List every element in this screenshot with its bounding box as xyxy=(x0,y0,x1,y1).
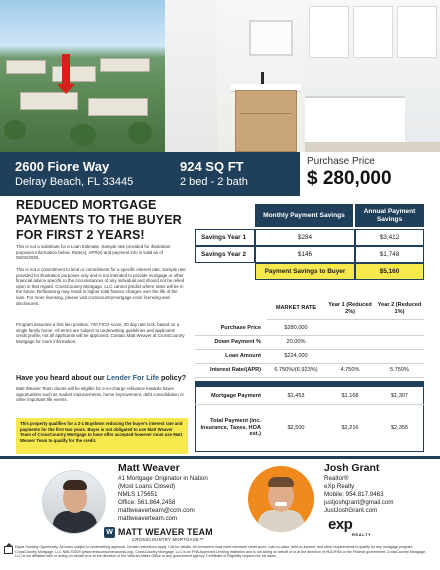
equal-housing-icon xyxy=(4,546,13,554)
cabinet-shape xyxy=(397,6,437,58)
exp-realty-logo: exp xyxy=(328,516,353,533)
building-shape xyxy=(52,66,96,82)
disclaimer-paragraph-1: This is not a substitute for a Loan Estimate. Sample rate provided for illustration purposes information below. Rate(s), APR(s) and payment info is valid as of 05/02/2025. xyxy=(16,244,171,261)
rates-header-market: MARKET RATE xyxy=(267,298,325,320)
agent-right-line: Mobile: 954.817.9463 xyxy=(324,491,384,498)
avatar-body-shape xyxy=(53,511,97,534)
property-photos xyxy=(0,0,440,152)
agent-left-line: (Most Loans Closed) xyxy=(118,483,176,490)
rates-row-value xyxy=(325,350,375,364)
building-shape xyxy=(88,98,148,116)
cabinet-shape xyxy=(353,6,393,58)
savings-total-label: Payment Savings to Buyer xyxy=(255,263,355,280)
location-arrow-icon xyxy=(62,54,70,86)
agent-left-email[interactable]: mattweaverteam@ccm.com xyxy=(118,507,195,514)
vanity-photo xyxy=(217,0,305,152)
mw-logo-sub: CROSSCOUNTRY MORTGAGE™ xyxy=(132,537,204,542)
avatar-smile-shape xyxy=(275,502,287,506)
price-label: Purchase Price xyxy=(307,156,375,167)
agent-right-line: Realtor® xyxy=(324,475,349,482)
bed-bath: 2 bed - 2 bath xyxy=(180,176,248,188)
rates-row-value xyxy=(375,322,424,336)
building-shape xyxy=(100,58,150,72)
disclaimer-paragraph-2: This is not a commitment to lend or commitment for a specific interest rate. Sample rate provided for illustration purposes only and is not intended to provide mortgage or other financial advice specific to the circumstances of any individual and should not be relied upon in that regard. CrossCountry Mortgage, LLC cannot predict where rates will be in the future. Refinancing may result in higher total finance charges over the life of the loan. For more licensing, please visit crosscountrymortgage.com/ licensing-and-disclosures. xyxy=(16,267,186,306)
payment-row-value: $2,355 xyxy=(390,424,409,431)
rates-row-value: 5.750% xyxy=(375,364,424,378)
matt-weaver-team-logo xyxy=(118,527,213,542)
rates-row-value: 20.00% xyxy=(267,336,325,350)
cabinet-shape xyxy=(235,90,297,152)
rates-row-value: $280,000 xyxy=(267,322,325,336)
program-paragraph: Program assumes a first lien position, 740 FICO score, 30 day rate lock, based on a single family home. All terms are subject to underwriting guidelines and applicants credit profile, not all applicants will be approved. Contact Matt Weaver at CrossCountry Mortgage for more information. xyxy=(16,322,185,344)
rates-row-label: Purchase Price xyxy=(195,322,267,336)
savings-row-monthly: $146 xyxy=(255,246,355,263)
avatar-hair-shape xyxy=(63,480,87,490)
agent-left-line: Office: 561.864.2458 xyxy=(118,499,176,506)
lender-for-life-heading xyxy=(16,373,186,382)
cabinet-shape xyxy=(309,6,349,58)
address-line1: 2600 Fiore Way xyxy=(15,159,110,174)
savings-row-monthly: $284 xyxy=(255,229,355,246)
payment-row-value: $2,500 xyxy=(287,424,305,431)
agent-right-website[interactable]: JustJoshGrant.com xyxy=(324,507,378,514)
building-shape xyxy=(6,60,46,74)
josh-grant-avatar xyxy=(248,466,314,532)
rates-row-value: 4.750% xyxy=(325,364,375,378)
matt-weaver-avatar xyxy=(42,470,106,534)
price-value: $ 280,000 xyxy=(307,168,392,189)
lender-heading-post: policy? xyxy=(159,373,187,382)
savings-header-annual: Annual Payment Savings xyxy=(355,204,424,227)
agent-left-line: #1 Mortgage Originator in Nation xyxy=(118,475,208,482)
avatar-hair-shape xyxy=(268,477,294,487)
lender-heading-highlight: Lender For Life xyxy=(106,373,159,382)
savings-total-value: $5,160 xyxy=(355,263,424,280)
rates-row-value xyxy=(375,350,424,364)
payment-row-value: $1,168 xyxy=(325,388,375,405)
aerial-photo xyxy=(0,0,165,152)
matt-weaver-logo-icon: W xyxy=(104,527,115,538)
rates-row-value xyxy=(325,322,375,336)
square-footage: 924 SQ FT xyxy=(180,159,244,174)
agent-left-line: NMLS 175651 xyxy=(118,491,158,498)
bathroom-photo xyxy=(165,0,217,152)
buydown-note: This property qualifies for a 2-1 Buydown reducing the buyer's interest rate and payments for the first two years. Buyer is not obligated to use Matt Weaver Team of CrossCountry Mortgage to have offer accepted however must use Matt Weaver Team to qualify for the credit. xyxy=(16,418,188,454)
rates-row-label: Down Payment % xyxy=(195,336,267,350)
building-shape xyxy=(20,92,78,110)
tree-shape xyxy=(128,122,152,144)
payment-row-value: $2,216 xyxy=(341,424,359,431)
rates-row-value: 6.750%/(6.923%) xyxy=(267,364,325,378)
tree-shape xyxy=(4,120,26,140)
address-line2: Delray Beach, FL 33445 xyxy=(15,176,134,188)
exp-realty-logo-sub: REALTY xyxy=(352,532,372,537)
rates-row-label: Loan Amount xyxy=(195,350,267,364)
agent-right-name: Josh Grant xyxy=(324,462,380,474)
avatar-body-shape xyxy=(258,510,304,532)
payment-row-label: Mortgage Payment xyxy=(195,388,267,405)
faucet-shape xyxy=(261,72,264,84)
rates-row-value xyxy=(325,336,375,350)
agent-left-website[interactable]: mattweaverteam.com xyxy=(118,515,178,522)
lender-for-life-paragraph: Matt Weaver Team clients will be eligible for a no-charge refinance towards future opportunities such as market improvements, home improvement, debt consolidation or other important life events. xyxy=(16,386,184,403)
savings-header-monthly: Monthly Payment Savings xyxy=(255,204,353,227)
savings-row-annual: $1,748 xyxy=(355,246,424,263)
savings-row-annual: $3,412 xyxy=(355,229,424,246)
rates-header-year2: Year 2 (Reduced 1%) xyxy=(375,298,424,320)
footer-disclaimer: Equal Housing Opportunity. All loans subject to underwriting approval. Certain restrictions apply. Call for details. All borrowers must meet minimum credit score, loan-to-value, debt-to-income, and other requirements to qualify for any mortgage program. CrossCountry Mortgage, LLC NMLS3029 (www.nmlsconsumeraccess.org). CrossCountry Mortgage, LLC is an FHA Approved Lending Institution and is not acting on behalf of or at the direction of HUD/FHA or the Federal government. CrossCountry Mortgage, LLC is not affiliated with or acting on behalf of or at the direction of the Veteran Affairs Office or any government agency. Certificate of Eligibility required for VA loans. xyxy=(15,545,427,559)
rates-row-value: $224,000 xyxy=(267,350,325,364)
savings-row-label: Savings Year 1 xyxy=(195,229,255,246)
agent-right-line: eXp Realty xyxy=(324,483,355,490)
agent-divider xyxy=(0,456,440,459)
headline: REDUCED MORTGAGE PAYMENTS TO THE BUYER FOR FIRST 2 YEARS! xyxy=(16,198,182,242)
agent-left-name: Matt Weaver xyxy=(118,462,180,474)
rates-row-value xyxy=(375,336,424,350)
rates-row-label: Interest Rate/(APR) xyxy=(195,364,267,378)
mw-logo-main: MATT WEAVER TEAM xyxy=(118,527,213,537)
lender-heading-pre: Have you heard about our xyxy=(16,373,107,382)
tree-shape xyxy=(70,124,96,146)
payment-row-value: $1,307 xyxy=(375,388,424,405)
savings-row-label: Savings Year 2 xyxy=(195,246,255,263)
agent-right-email[interactable]: justjoshgrant@gmail.com xyxy=(324,499,394,506)
floor-shape xyxy=(305,142,440,152)
mirror-shape xyxy=(249,20,293,56)
rates-header-year1: Year 1 (Reduced 2%) xyxy=(325,298,375,320)
payment-row-label: Total Payment (inc. Insurance, Taxes, HOA est.) xyxy=(200,418,261,438)
kitchen-photo xyxy=(305,0,440,152)
payment-row-value: $1,453 xyxy=(267,388,325,405)
